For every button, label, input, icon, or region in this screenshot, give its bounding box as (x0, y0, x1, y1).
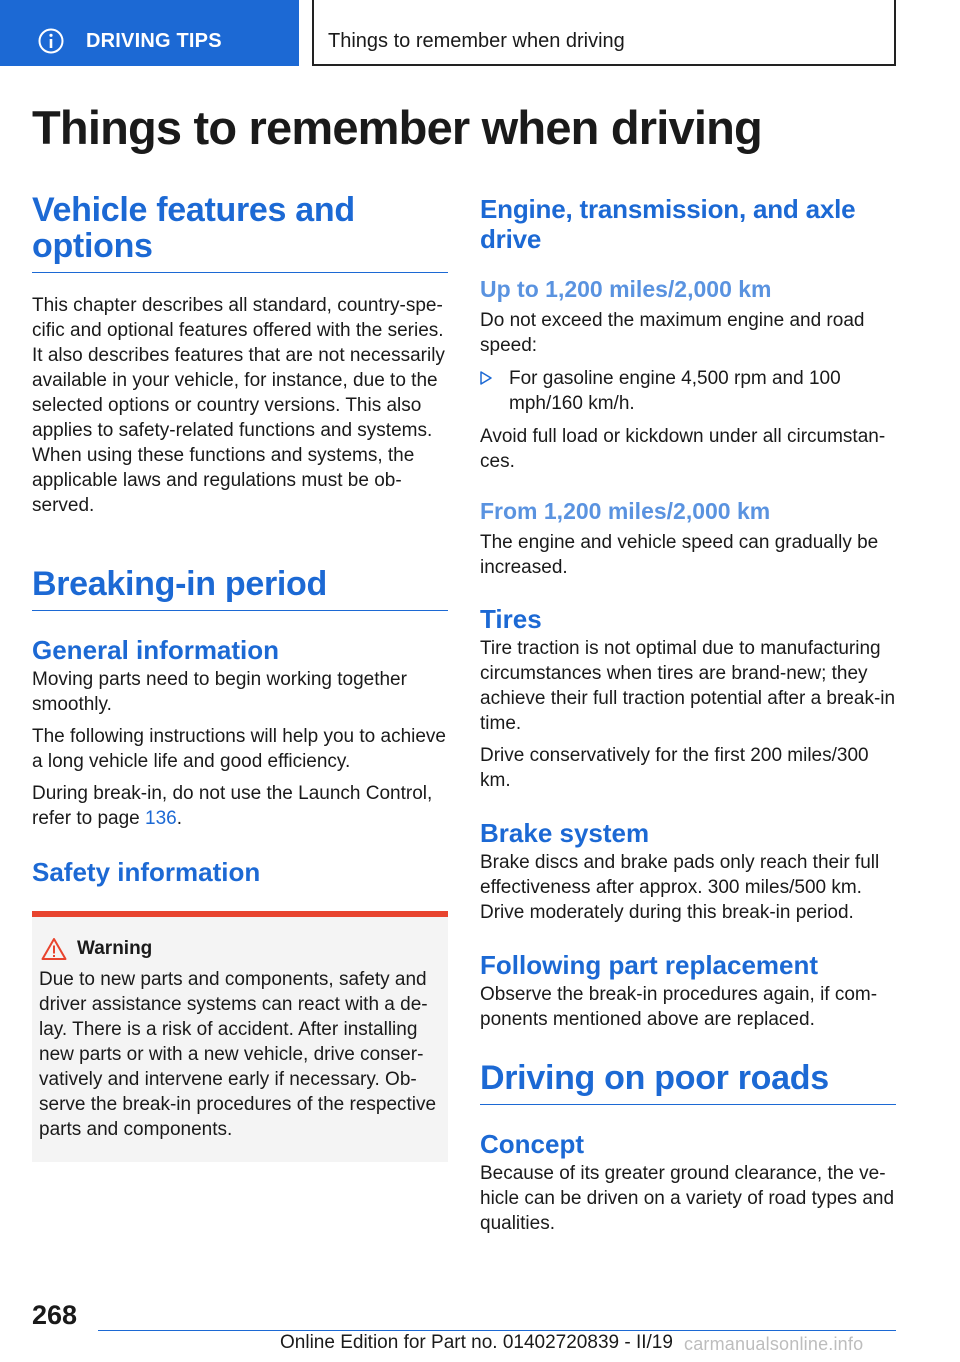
heading-safety-information: Safety information (32, 857, 261, 887)
heading-tires: Tires (480, 604, 542, 634)
warning-label: Warning (77, 938, 153, 959)
info-circle-icon (38, 28, 64, 54)
tires-text-1: Tire traction is not optimal due to manufacturing circumstances when tires are brand-new; they achieve their full traction potential after a break-in time. (480, 638, 896, 734)
page-title: Things to remember when driving (32, 101, 762, 154)
header-section-tab (0, 0, 299, 66)
tires-text-2: Drive conservatively for the first 200 miles/300 km. (480, 745, 869, 791)
brake-text: Brake discs and brake pads only reach their full effectiveness after approx. 300 miles/500 km. Drive moderately during this break-in period. (480, 852, 880, 923)
general-info-p1: Moving parts need to begin working together smoothly. (32, 669, 407, 715)
warning-box (32, 911, 448, 1162)
heading-up-to-1200: Up to 1,200 miles/2,000 km (480, 276, 772, 302)
warning-header (39, 937, 440, 961)
list-item (480, 366, 896, 416)
bullet-text: For gasoline engine 4,500 rpm and 100 mph/160 km/h. (509, 368, 841, 414)
avoid-text: Avoid full load or kickdown under all circumstances. (480, 426, 886, 472)
following-text: Observe the break-in procedures again, if components mentioned above are replaced. (480, 984, 878, 1030)
heading-driving-poor-roads: Driving on poor roads (480, 1060, 896, 1105)
heading-following-part-replacement: Following part replacement (480, 950, 819, 980)
heading-brake-system: Brake system (480, 818, 650, 848)
general-info-p2: The following instructions will help you to achieve a long vehicle life and good efficiency. (32, 726, 446, 772)
warning-triangle-icon (41, 937, 67, 961)
general-info-p3 (32, 781, 448, 831)
concept-text: Because of its greater ground clearance, the vehicle can be driven on a variety of road types and qualities. (480, 1163, 895, 1234)
warning-text: Due to new parts and components, safety and driver assistance systems can react with a delay. There is a risk of accident. After installing new parts or with a new vehicle, drive conservatively and intervene early if necessary. Observe the break-in procedures of the respective parts and components. (39, 969, 437, 1140)
header-section-label: DRIVING TIPS (86, 30, 222, 52)
left-column (32, 192, 448, 1162)
from-text: The engine and vehicle speed can gradually be increased. (480, 532, 879, 578)
sentence-end: . (176, 808, 183, 829)
header-topic-label: Things to remember when driving (328, 30, 625, 52)
heading-concept: Concept (480, 1129, 584, 1159)
header-topic-box (312, 0, 896, 66)
heading-vehicle-features: Vehicle features and options (32, 192, 448, 273)
up-to-text: Do not exceed the maximum engine and road speed: (480, 310, 865, 356)
heading-breaking-in: Breaking-in period (32, 566, 448, 611)
vehicle-features-text: This chapter describes all standard, country-specific and optional features offered with the series. It also describes features that are not necessarily available in your vehicle, for instance, due to the selected options or country versions. This also applies to safety-related functions and systems. When using these functions and systems, the applicable laws and regulations must be observed. (32, 295, 445, 516)
footer-edition: Online Edition for Part no. 01402720839 - II/19 (280, 1332, 673, 1353)
right-column (480, 194, 896, 1236)
watermark: carmanualsonline.info (684, 1334, 864, 1354)
footer-divider (98, 1330, 896, 1331)
heading-general-information: General information (32, 635, 280, 665)
page-number: 268 (32, 1300, 78, 1330)
triangle-bullet-icon (480, 371, 492, 385)
heading-from-1200: From 1,200 miles/2,000 km (480, 498, 771, 524)
launch-control-text: During break-in, do not use the Launch Control, refer to page (32, 783, 433, 829)
heading-engine-transmission: Engine, transmission, and axle drive (480, 194, 856, 254)
page-reference-link[interactable]: 136 (145, 808, 177, 829)
